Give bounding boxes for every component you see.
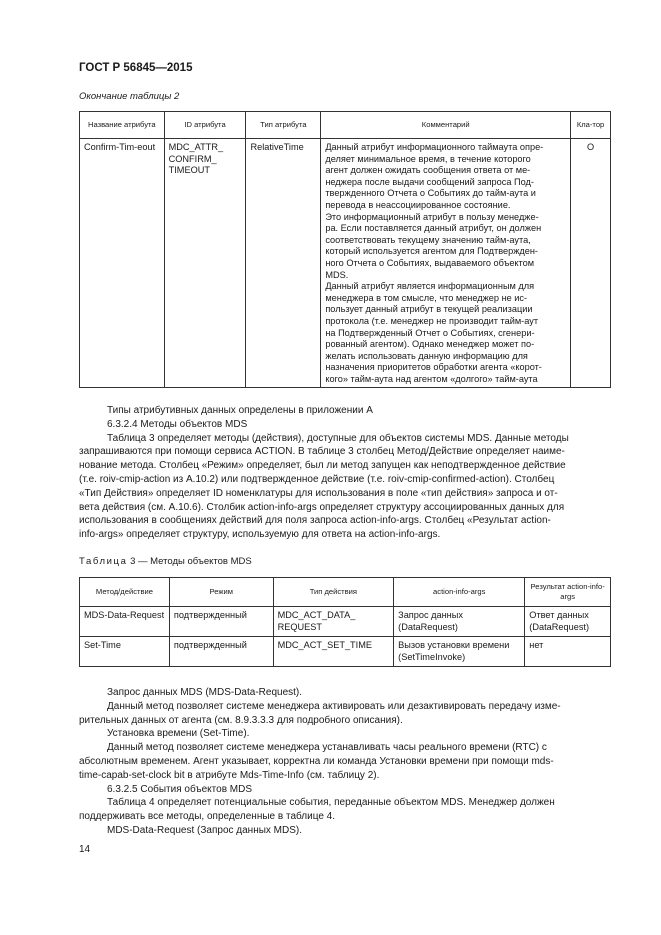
table-3 (79, 577, 611, 667)
header-class: Кла-тор (571, 112, 611, 139)
text-line: Данный метод позволяет системе менеджера активировать или дезактивировать передачу изме- (107, 700, 561, 712)
comment-line: ра. Если поставляется данный атрибут, он должен (325, 223, 542, 234)
text-line: (т.е. roiv-cmip-action из А.10.2) или подтвержденное действие (т.е. roiv-cmip-confirmed-action). Столбец (79, 473, 555, 485)
cell-args: Запрос данных (DataRequest) (394, 607, 525, 637)
section-heading: 6.3.2.5 События объектов MDS (107, 783, 253, 795)
text-line: «Тип Действия» определяет ID номенклатуры для использования в поле «тип действия» запроса и от- (79, 487, 558, 499)
text-line: Запрос данных MDS (MDS-Data-Request). (107, 687, 303, 698)
cell-attr-name: Confirm-Tim-eout (80, 139, 165, 388)
text-line: MDS-Data-Request (Запрос данных MDS). (107, 824, 303, 836)
cell-result: нет (525, 637, 611, 667)
comment-line: пользует данный атрибут в текущей реализации (325, 304, 533, 315)
table3-caption-label: Таблица (79, 556, 128, 567)
text-line: нование метода. Столбец «Режим» определяет, был ли метод запущен как неподтвержденное действие (79, 460, 566, 472)
text-line: Установка времени (Set-Time). (107, 728, 250, 740)
comment-line: агент должен ожидать сообщения ответа от ме- (325, 165, 531, 176)
header-method: Метод/действие (80, 578, 170, 607)
cell-action-type: MDC_ACT_SET_TIME (273, 637, 394, 667)
text-line: поддерживать все методы, определенные в таблице 4. (79, 811, 335, 823)
text-line: рительных данных от агента (см. 8.9.3.3.3 для подробного описания). (79, 714, 403, 726)
comment-line: деляет минимальное время, в течение которого (325, 153, 531, 164)
comment-line: протокола (т.е. менеджер не производит тайм-аут (325, 315, 539, 326)
table3-caption-text: 3 — Методы объектов MDS (130, 556, 252, 567)
cell-attr-type: RelativeTime (246, 139, 321, 388)
comment-line: ного Отчета о Событиях, выдаваемого объектом (325, 257, 535, 268)
comment-line: Данный атрибут является информационным для (325, 281, 535, 292)
header-result: Результат action-info-args (525, 578, 611, 607)
text-line: абсолютным временем. Агент указывает, корректна ли команда Установки времени при помощи mds- (79, 755, 554, 767)
text-line: time-capab-set-clock bit в атрибуте Mds-Time-Info (см. таблицу 2). (79, 769, 380, 781)
table-2 (79, 111, 611, 388)
text-line: Таблица 4 определяет потенциальные события, переданные объектом MDS. Менеджер должен (107, 797, 555, 809)
cell-method: MDS-Data-Request (80, 607, 170, 637)
page-number: 14 (79, 844, 91, 855)
header-mode: Режим (169, 578, 273, 607)
body-text-2 (79, 686, 613, 838)
comment-line: Данный атрибут информационного таймаута опре- (325, 142, 544, 152)
header-args: action-info-args (394, 578, 525, 607)
cell-method: Set-Time (80, 637, 170, 667)
section-heading: 6.3.2.4 Методы объектов MDS (107, 418, 248, 430)
cell-attr-id: MDC_ATTR_ CONFIRM_ TIMEOUT (164, 139, 246, 388)
comment-line: неджера после выдачи сообщений запроса Под- (325, 176, 534, 187)
comment-line: кого» тайм-аута над агентом «долгого» тайм-аута (325, 373, 538, 384)
cell-mode: подтвержденный (169, 637, 273, 667)
cell-result: Ответ данных (DataRequest) (525, 607, 611, 637)
text-line: info-args» определяет структуру, используемую для ответа на action-info-args. (79, 529, 441, 541)
text-line: вета действия (см. А.10.6). Столбик action-info-args определяет структуру ассоциированных данных для (79, 501, 565, 513)
comment-line: Это информационный атрибут в пользу менедже- (325, 211, 539, 222)
header-attr-type: Тип атрибута (246, 112, 321, 139)
header-action-type: Тип действия (273, 578, 394, 607)
comment-line: менеджера в том смысле, что менеджер не ис- (325, 292, 528, 303)
cell-comment (321, 139, 571, 388)
header-attr-id: ID атрибута (164, 112, 246, 139)
text-line: Таблица 3 определяет методы (действия), доступные для объектов системы MDS. Данные методы (107, 432, 569, 444)
comment-line: желать использовать данную информацию для (325, 350, 528, 361)
comment-line: соответствовать текущему значению тайм-аута, (325, 234, 531, 245)
table-row (80, 139, 611, 388)
comment-line: перевода в неассоциированное состояние. (325, 199, 511, 210)
comment-line: на Подтвержденный Отчет о Событиях, сгенери- (325, 327, 535, 338)
body-text-1 (79, 404, 613, 542)
table-row (80, 607, 611, 637)
text-line: запрашиваются при помощи сервиса ACTION. В таблице 3 столбец Метод/Действие определяет наиме- (79, 446, 565, 458)
table-header-row (80, 578, 611, 607)
comment-line: MDS. (325, 269, 349, 280)
comment-line: рованный агентом). Однако менеджер может по- (325, 339, 535, 350)
table3-caption (79, 556, 252, 567)
cell-class: O (571, 139, 611, 388)
comment-line: назначения приоритетов обработки агента «корот- (325, 362, 542, 373)
header-attr-name: Название атрибута (80, 112, 165, 139)
table-row (80, 637, 611, 667)
text-line: Данный метод позволяет системе менеджера устанавливать часы реального времени (RTC) с (107, 742, 547, 754)
text-line: использования в сообщениях действий для поля запроса action-info-args. Столбец «Результат action- (79, 515, 551, 527)
comment-line: твержденного Отчета о Событиях до тайм-аута и (325, 188, 536, 199)
comment-line: который используется агентом для Подтвержден- (325, 246, 538, 257)
table-header-row (80, 112, 611, 139)
header-comment: Комментарий (321, 112, 571, 139)
text-line: Типы атрибутивных данных определены в приложении А (107, 405, 373, 416)
table2-caption: Окончание таблицы 2 (79, 91, 180, 102)
cell-mode: подтвержденный (169, 607, 273, 637)
cell-args: Вызов установки времени (SetTimeInvoke) (394, 637, 525, 667)
cell-action-type: MDC_ACT_DATA_ REQUEST (273, 607, 394, 637)
standard-header: ГОСТ Р 56845—2015 (79, 62, 193, 74)
